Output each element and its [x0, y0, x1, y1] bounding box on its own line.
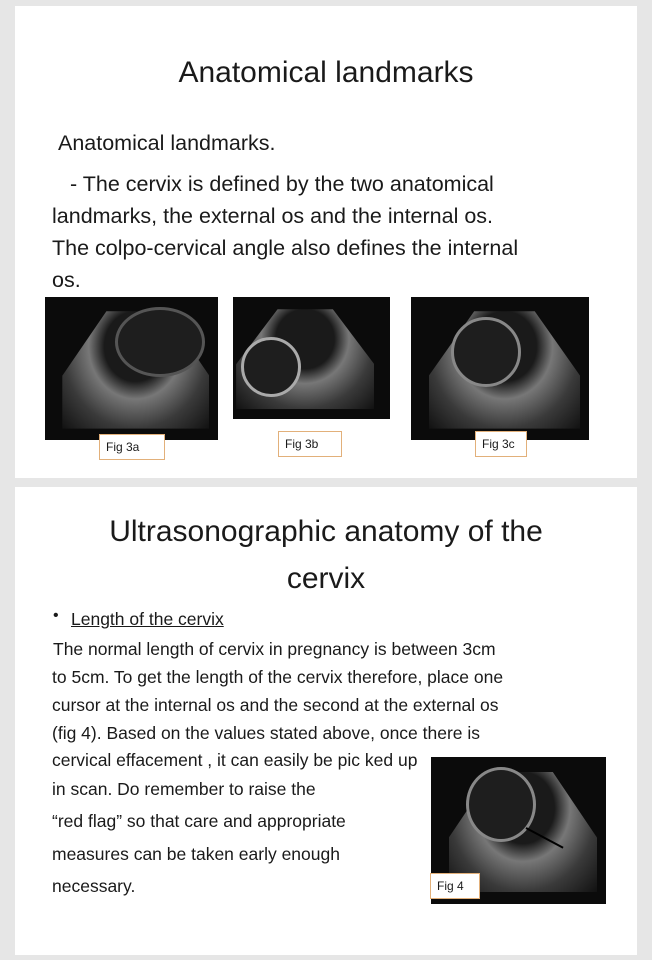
text-line: (fig 4). Based on the values stated above, once there is — [52, 723, 481, 743]
figure-label: Fig 3c — [475, 431, 527, 457]
figure-label: Fig 4 — [430, 873, 480, 899]
bullet-heading: Length of the cervix — [71, 609, 224, 629]
text-line: to 5cm. To get the length of the cervix therefore, place one — [52, 667, 504, 687]
text-line: necessary. — [52, 876, 136, 896]
text-line: cervical effacement , it can easily be pic ked up — [52, 750, 418, 770]
ultrasound-image-3c — [411, 297, 589, 440]
text-line: landmarks, the external os and the internal os. — [52, 204, 494, 228]
text-line: cursor at the internal os and the second at the external os — [52, 695, 499, 715]
slide-title: Ultrasonographic anatomy of the — [109, 515, 543, 548]
bullet-icon: • — [53, 607, 59, 624]
text-line: The colpo-cervical angle also defines the internal — [52, 236, 519, 260]
text-line: - The cervix is defined by the two anatomical — [70, 172, 494, 196]
slide-title: cervix — [286, 562, 366, 595]
slide-title: Anatomical landmarks — [178, 56, 474, 89]
slide-ultrasonographic-anatomy — [15, 487, 637, 955]
slide-anatomical-landmarks — [15, 6, 637, 478]
text-line: “red flag” so that care and appropriate — [52, 811, 346, 831]
ultrasound-image-3b — [233, 297, 390, 419]
figure-label: Fig 3b — [278, 431, 342, 457]
figure-label: Fig 3a — [99, 434, 165, 460]
ultrasound-image-3a — [45, 297, 218, 440]
slide-heading: Anatomical landmarks. — [58, 131, 276, 155]
text-line: The normal length of cervix in pregnancy is between 3cm — [53, 639, 496, 659]
text-line: os. — [52, 268, 81, 292]
text-line: measures can be taken early enough — [52, 844, 340, 864]
text-line: in scan. Do remember to raise the — [52, 779, 316, 799]
